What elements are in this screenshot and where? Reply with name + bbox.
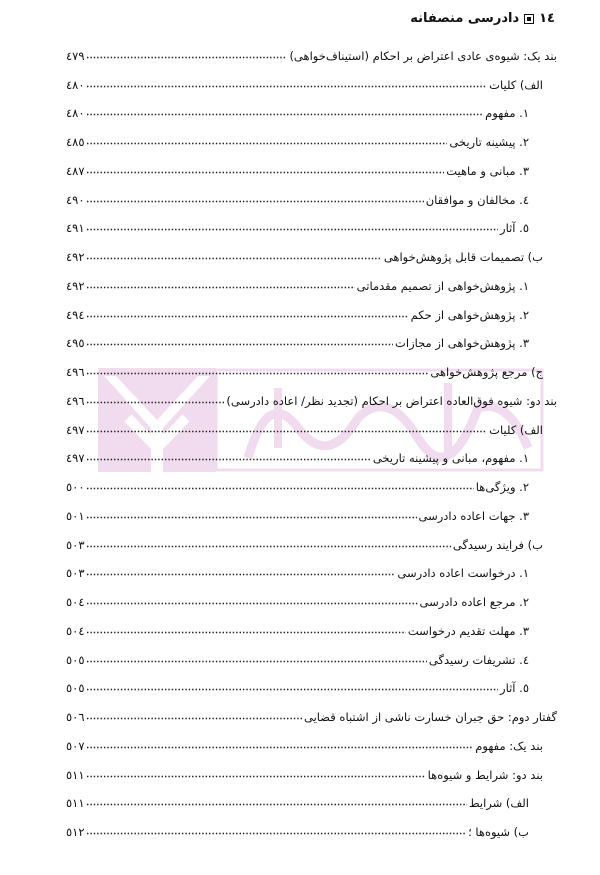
- toc-entry-title: ١. پژوهش‌خواهی از تصمیم مقدماتی: [356, 278, 529, 293]
- toc-entry[interactable]: [66, 667, 557, 696]
- dot-leader: [86, 595, 418, 605]
- page-header: [410, 11, 555, 26]
- toc-entry-page: ٤٩١: [66, 221, 85, 236]
- dot-leader: [86, 135, 448, 145]
- toc-entry[interactable]: [66, 408, 557, 437]
- dot-leader: [86, 221, 499, 231]
- toc-entry-title: ٤. مخالفان و موافقان: [425, 192, 529, 207]
- dot-leader: [86, 681, 499, 691]
- toc-entry-title: بند یک: مفهوم: [475, 738, 543, 753]
- dot-leader: [86, 164, 445, 174]
- toc-entry-title: ٥. آثار: [500, 221, 529, 236]
- toc-entry-title: ب) تصمیمات قابل پژوهش‌خواهی: [383, 250, 543, 264]
- dot-leader: [86, 106, 484, 116]
- toc-entry[interactable]: [66, 782, 557, 811]
- square-bullet-icon: [524, 14, 534, 24]
- dot-leader: [86, 624, 406, 634]
- toc-entry-title: ٥. آثار: [500, 681, 529, 696]
- toc-entry-page: ٤٩٢: [66, 250, 85, 264]
- dot-leader: [86, 365, 429, 375]
- toc-entry-page: ٥٠٣: [66, 566, 85, 581]
- toc-entry-page: ٥٠٣: [66, 537, 85, 552]
- toc-entry-title: بند یک: شیوه‌ی عادی اعتراض بر احکام (استیناف‌خواهی): [289, 48, 557, 63]
- toc-entry-title: ٢. پژوهش‌خواهی از حکم: [410, 307, 529, 322]
- toc-entry-page: ٤٩٧: [66, 422, 85, 437]
- toc-entry-title: ٣. جهات اعاده دادرسی: [418, 508, 529, 523]
- toc-entry-page: ٥٠٥: [66, 681, 85, 696]
- dot-leader: [86, 451, 371, 461]
- dot-leader: [86, 336, 394, 346]
- toc-entry-title: بند دو: شرایط و شیوه‌ها: [427, 767, 543, 782]
- toc-entry[interactable]: [66, 379, 557, 408]
- dot-leader: [86, 78, 488, 88]
- toc-entry-title: الف) کلیات: [489, 422, 543, 437]
- toc-entry[interactable]: [66, 120, 557, 149]
- toc-entry-title: ج) مرجع پژوهش‌خواهی: [430, 365, 543, 379]
- dot-leader: [86, 653, 427, 663]
- dot-leader: [86, 193, 424, 203]
- toc-entry-title: ١. درخواست اعاده دادرسی: [397, 566, 529, 581]
- toc-entry-page: ٥١٢: [66, 825, 85, 839]
- toc-entry[interactable]: [66, 695, 557, 724]
- toc-entry-page: ٤٩٦: [66, 393, 85, 408]
- toc-entry[interactable]: [66, 149, 557, 178]
- toc-entry[interactable]: [66, 34, 557, 63]
- toc-entry[interactable]: [66, 638, 557, 667]
- dot-leader: [86, 279, 355, 289]
- dot-leader: [86, 739, 474, 749]
- toc-entry-page: ٥٠٥: [66, 652, 85, 667]
- book-title: دادرسی منصفانه: [410, 11, 520, 26]
- dot-leader: [86, 250, 382, 260]
- toc-entry[interactable]: [66, 350, 557, 379]
- toc-entry-page: ٥١١: [66, 767, 85, 782]
- dot-leader: [86, 796, 467, 806]
- toc-entry-title: ٣. مبانی و ماهیت: [446, 163, 529, 178]
- toc-entry-page: ٤٩٦: [66, 365, 85, 379]
- toc-entry[interactable]: [66, 92, 557, 121]
- toc-entry-page: ٤٩٢: [66, 278, 85, 293]
- toc-entry-page: ٤٧٩: [66, 48, 85, 63]
- toc-entry-title: ٤. تشریفات رسیدگی: [428, 652, 529, 667]
- toc-entry[interactable]: [66, 63, 557, 92]
- page-number: ١٤: [539, 11, 555, 26]
- toc-entry[interactable]: [66, 552, 557, 581]
- dot-leader: [86, 394, 225, 404]
- table-of-contents: [66, 34, 557, 839]
- toc-entry-page: ٤٩٥: [66, 336, 85, 351]
- dot-leader: [86, 825, 467, 835]
- toc-entry-title: ٢. ویژگی‌ها: [475, 480, 529, 494]
- toc-entry-page: ٥٠٦: [66, 710, 85, 724]
- toc-entry-title: ٣. پژوهش‌خواهی از مجازات: [395, 336, 529, 351]
- toc-entry-title: بند دو: شیوه فوق‌العاده اعتراض بر احکام (تجدید نظر/ اعاده دادرسی): [226, 393, 557, 408]
- dot-leader: [86, 308, 409, 318]
- toc-entry-title: ٢. پیشینه تاریخی: [449, 135, 529, 149]
- dot-leader: [86, 538, 451, 548]
- toc-entry[interactable]: [66, 322, 557, 351]
- toc-entry[interactable]: [66, 264, 557, 293]
- toc-entry-page: ٥١١: [66, 796, 85, 811]
- toc-entry-page: ٤٨٠: [66, 77, 85, 92]
- toc-entry[interactable]: [66, 724, 557, 753]
- toc-entry-title: ب) شیوه‌ها ؛: [468, 825, 529, 839]
- toc-entry[interactable]: [66, 494, 557, 523]
- toc-entry-page: ٥٠٧: [66, 738, 85, 753]
- toc-entry-title: الف) کلیات: [489, 77, 543, 92]
- toc-entry-title: ١. مفهوم، مبانی و پیشینه تاریخی: [372, 451, 529, 466]
- toc-entry-page: ٥٠١: [66, 508, 85, 523]
- dot-leader: [86, 710, 302, 720]
- toc-entry[interactable]: [66, 580, 557, 609]
- toc-entry[interactable]: [66, 293, 557, 322]
- toc-entry-page: ٤٩٠: [66, 192, 85, 207]
- toc-entry[interactable]: [66, 437, 557, 466]
- dot-leader: [86, 768, 426, 778]
- toc-entry-title: ب) فرایند رسیدگی: [452, 537, 543, 552]
- toc-entry-page: ٤٨٠: [66, 106, 85, 121]
- toc-entry[interactable]: [66, 810, 557, 839]
- toc-entry[interactable]: [66, 207, 557, 236]
- toc-entry[interactable]: [66, 178, 557, 207]
- toc-entry-title: ٢. مرجع اعاده دادرسی: [419, 595, 529, 609]
- toc-entry[interactable]: [66, 235, 557, 264]
- toc-entry[interactable]: [66, 753, 557, 782]
- toc-entry-title: گفتار دوم: حق جبران خسارت ناشی از اشتباه قضایی: [304, 710, 557, 724]
- toc-entry-page: ٤٨٧: [66, 163, 85, 178]
- toc-entry-page: ٤٩٧: [66, 451, 85, 466]
- toc-entry-title: الف) شرایط: [468, 796, 529, 811]
- toc-entry-page: ٥٠٤: [66, 623, 85, 638]
- toc-entry-title: ١. مفهوم: [485, 106, 529, 121]
- toc-entry[interactable]: [66, 609, 557, 638]
- dot-leader: [86, 509, 417, 519]
- dot-leader: [86, 480, 474, 490]
- toc-entry[interactable]: [66, 523, 557, 552]
- toc-entry[interactable]: [66, 465, 557, 494]
- toc-entry-page: ٤٨٥: [66, 135, 85, 149]
- dot-leader: [86, 566, 396, 576]
- toc-entry-title: ٣. مهلت تقدیم درخواست: [407, 623, 529, 638]
- toc-entry-page: ٥٠٠: [66, 480, 85, 494]
- dot-leader: [86, 423, 488, 433]
- toc-entry-page: ٥٠٤: [66, 595, 85, 609]
- toc-entry-page: ٤٩٤: [66, 307, 85, 322]
- dot-leader: [86, 49, 288, 59]
